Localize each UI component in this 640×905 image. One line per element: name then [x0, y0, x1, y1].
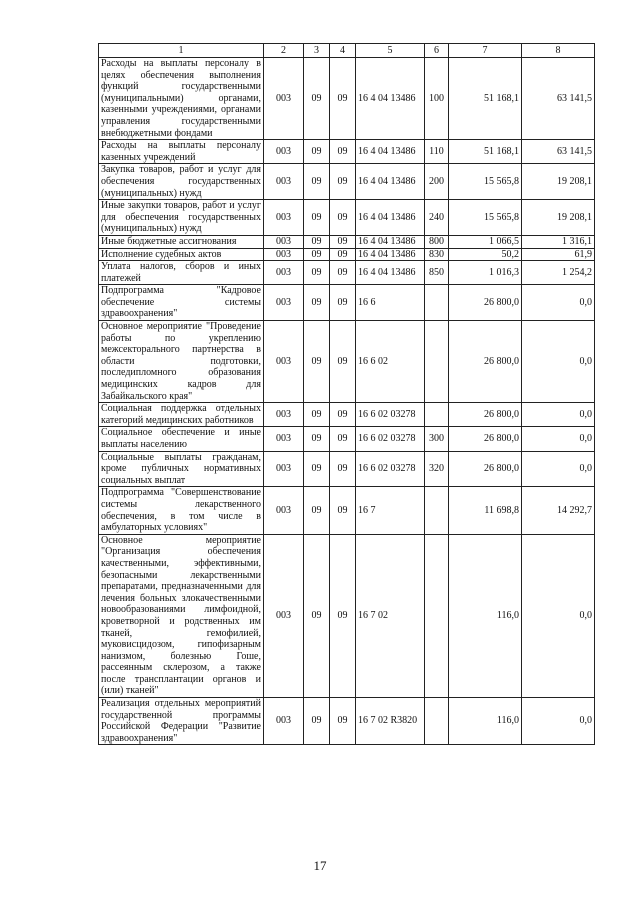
table-row	[99, 487, 595, 534]
cell-c6: 110	[425, 140, 449, 164]
cell-c7: 51 168,1	[449, 58, 522, 140]
cell-c2: 003	[264, 403, 304, 427]
cell-c2: 003	[264, 235, 304, 248]
cell-c7: 50,2	[449, 248, 522, 261]
row-description: Реализация отдельных мероприятий государственной программы Российской Федерации "Развитие здравоохранения"	[99, 698, 264, 745]
cell-c5: 16 6 02 03278	[356, 403, 425, 427]
header-cell: 8	[522, 44, 595, 58]
cell-c8: 0,0	[522, 451, 595, 487]
header-cell: 5	[356, 44, 425, 58]
row-description: Закупка товаров, работ и услуг для обеспечения государственных (муниципальных) нужд	[99, 164, 264, 200]
cell-c7: 116,0	[449, 534, 522, 697]
cell-c5: 16 6 02 03278	[356, 427, 425, 451]
cell-c8: 19 208,1	[522, 200, 595, 236]
cell-c4: 09	[330, 403, 356, 427]
cell-c7: 11 698,8	[449, 487, 522, 534]
cell-c3: 09	[304, 140, 330, 164]
table-row	[99, 427, 595, 451]
cell-c8: 63 141,5	[522, 140, 595, 164]
table-row	[99, 164, 595, 200]
cell-c4: 09	[330, 140, 356, 164]
row-description: Уплата налогов, сборов и иных платежей	[99, 261, 264, 285]
cell-c8: 0,0	[522, 321, 595, 403]
table-row	[99, 261, 595, 285]
cell-c4: 09	[330, 698, 356, 745]
cell-c4: 09	[330, 285, 356, 321]
cell-c3: 09	[304, 321, 330, 403]
cell-c4: 09	[330, 451, 356, 487]
cell-c2: 003	[264, 140, 304, 164]
cell-c5: 16 6	[356, 285, 425, 321]
cell-c6: 100	[425, 58, 449, 140]
header-cell: 4	[330, 44, 356, 58]
table-row	[99, 248, 595, 261]
cell-c2: 003	[264, 698, 304, 745]
cell-c6: 800	[425, 235, 449, 248]
cell-c4: 09	[330, 487, 356, 534]
table-row	[99, 534, 595, 697]
row-description: Социальные выплаты гражданам, кроме публичных нормативных социальных выплат	[99, 451, 264, 487]
cell-c6	[425, 534, 449, 697]
cell-c2: 003	[264, 451, 304, 487]
cell-c3: 09	[304, 427, 330, 451]
cell-c6: 320	[425, 451, 449, 487]
cell-c7: 26 800,0	[449, 403, 522, 427]
cell-c2: 003	[264, 164, 304, 200]
row-description: Расходы на выплаты персоналу в целях обеспечения выполнения функций государственными (муниципальными) органами, казенными учреждениями, органами управления государственными внебюджетными фондами	[99, 58, 264, 140]
cell-c5: 16 6 02	[356, 321, 425, 403]
cell-c3: 09	[304, 403, 330, 427]
cell-c7: 51 168,1	[449, 140, 522, 164]
cell-c7: 1 016,3	[449, 261, 522, 285]
table-row	[99, 403, 595, 427]
row-description: Социальная поддержка отдельных категорий медицинских работников	[99, 403, 264, 427]
cell-c5: 16 7 02 R3820	[356, 698, 425, 745]
cell-c6: 850	[425, 261, 449, 285]
cell-c5: 16 4 04 13486	[356, 140, 425, 164]
cell-c6	[425, 698, 449, 745]
cell-c6	[425, 487, 449, 534]
cell-c2: 003	[264, 248, 304, 261]
cell-c3: 09	[304, 285, 330, 321]
cell-c4: 09	[330, 58, 356, 140]
cell-c7: 1 066,5	[449, 235, 522, 248]
row-description: Подпрограмма "Совершенствование системы лекарственного обеспечения, в том числе в амбулаторных условиях"	[99, 487, 264, 534]
cell-c3: 09	[304, 200, 330, 236]
row-description: Подпрограмма "Кадровое обеспечение системы здравоохранения"	[99, 285, 264, 321]
cell-c7: 26 800,0	[449, 427, 522, 451]
cell-c3: 09	[304, 58, 330, 140]
table-row	[99, 200, 595, 236]
cell-c3: 09	[304, 164, 330, 200]
cell-c2: 003	[264, 285, 304, 321]
row-description: Основное мероприятие "Организация обеспечения качественными, эффективными, безопасными лекарственными препаратами, предназначенными для лечения больных злокачественными новообразованиями лимфоидной, кроветворной и родственных им тканей, гемофилией, муковисцидозом, гипофизарным нанизмом, болезнью Гоше, рассеянным склерозом, а также после трансплантации органов и (или) тканей"	[99, 534, 264, 697]
table-row	[99, 698, 595, 745]
table-row	[99, 285, 595, 321]
cell-c3: 09	[304, 487, 330, 534]
cell-c5: 16 4 04 13486	[356, 164, 425, 200]
cell-c4: 09	[330, 235, 356, 248]
cell-c5: 16 4 04 13486	[356, 235, 425, 248]
header-cell: 2	[264, 44, 304, 58]
cell-c4: 09	[330, 321, 356, 403]
cell-c8: 63 141,5	[522, 58, 595, 140]
cell-c8: 0,0	[522, 534, 595, 697]
cell-c6: 240	[425, 200, 449, 236]
cell-c8: 1 316,1	[522, 235, 595, 248]
cell-c6	[425, 321, 449, 403]
cell-c4: 09	[330, 534, 356, 697]
page-number: 17	[313, 858, 327, 873]
row-description: Иные закупки товаров, работ и услуг для обеспечения государственных (муниципальных) нужд	[99, 200, 264, 236]
cell-c7: 26 800,0	[449, 321, 522, 403]
table-row	[99, 58, 595, 140]
table-row	[99, 140, 595, 164]
cell-c8: 19 208,1	[522, 164, 595, 200]
cell-c2: 003	[264, 427, 304, 451]
cell-c6: 200	[425, 164, 449, 200]
table-row	[99, 321, 595, 403]
cell-c8: 61,9	[522, 248, 595, 261]
cell-c8: 0,0	[522, 403, 595, 427]
table-row	[99, 451, 595, 487]
cell-c5: 16 6 02 03278	[356, 451, 425, 487]
cell-c2: 003	[264, 487, 304, 534]
cell-c2: 003	[264, 321, 304, 403]
cell-c8: 1 254,2	[522, 261, 595, 285]
cell-c5: 16 7	[356, 487, 425, 534]
header-cell: 6	[425, 44, 449, 58]
row-description: Основное мероприятие "Проведение работы по укреплению межсекторального партнерства в области подготовки, последипломного образования медицинских кадров для Забайкальского края"	[99, 321, 264, 403]
header-cell: 3	[304, 44, 330, 58]
cell-c6: 300	[425, 427, 449, 451]
table-body	[99, 58, 595, 745]
header-row	[99, 44, 595, 58]
cell-c4: 09	[330, 427, 356, 451]
cell-c4: 09	[330, 200, 356, 236]
cell-c7: 15 565,8	[449, 164, 522, 200]
row-description: Исполнение судебных актов	[99, 248, 264, 261]
header-cell: 7	[449, 44, 522, 58]
budget-table	[98, 43, 595, 745]
cell-c8: 14 292,7	[522, 487, 595, 534]
cell-c5: 16 4 04 13486	[356, 200, 425, 236]
cell-c6	[425, 285, 449, 321]
cell-c8: 0,0	[522, 698, 595, 745]
cell-c3: 09	[304, 261, 330, 285]
cell-c7: 116,0	[449, 698, 522, 745]
cell-c3: 09	[304, 534, 330, 697]
cell-c7: 26 800,0	[449, 285, 522, 321]
cell-c3: 09	[304, 698, 330, 745]
cell-c6: 830	[425, 248, 449, 261]
header-cell: 1	[99, 44, 264, 58]
row-description: Расходы на выплаты персоналу казенных учреждений	[99, 140, 264, 164]
cell-c3: 09	[304, 248, 330, 261]
cell-c5: 16 4 04 13486	[356, 261, 425, 285]
cell-c5: 16 7 02	[356, 534, 425, 697]
cell-c3: 09	[304, 235, 330, 248]
cell-c4: 09	[330, 248, 356, 261]
cell-c7: 15 565,8	[449, 200, 522, 236]
cell-c3: 09	[304, 451, 330, 487]
row-description: Социальное обеспечение и иные выплаты населению	[99, 427, 264, 451]
cell-c4: 09	[330, 261, 356, 285]
cell-c5: 16 4 04 13486	[356, 58, 425, 140]
cell-c5: 16 4 04 13486	[356, 248, 425, 261]
cell-c8: 0,0	[522, 285, 595, 321]
cell-c8: 0,0	[522, 427, 595, 451]
cell-c2: 003	[264, 261, 304, 285]
cell-c2: 003	[264, 58, 304, 140]
cell-c2: 003	[264, 534, 304, 697]
cell-c2: 003	[264, 200, 304, 236]
cell-c7: 26 800,0	[449, 451, 522, 487]
cell-c4: 09	[330, 164, 356, 200]
cell-c6	[425, 403, 449, 427]
row-description: Иные бюджетные ассигнования	[99, 235, 264, 248]
table-row	[99, 235, 595, 248]
